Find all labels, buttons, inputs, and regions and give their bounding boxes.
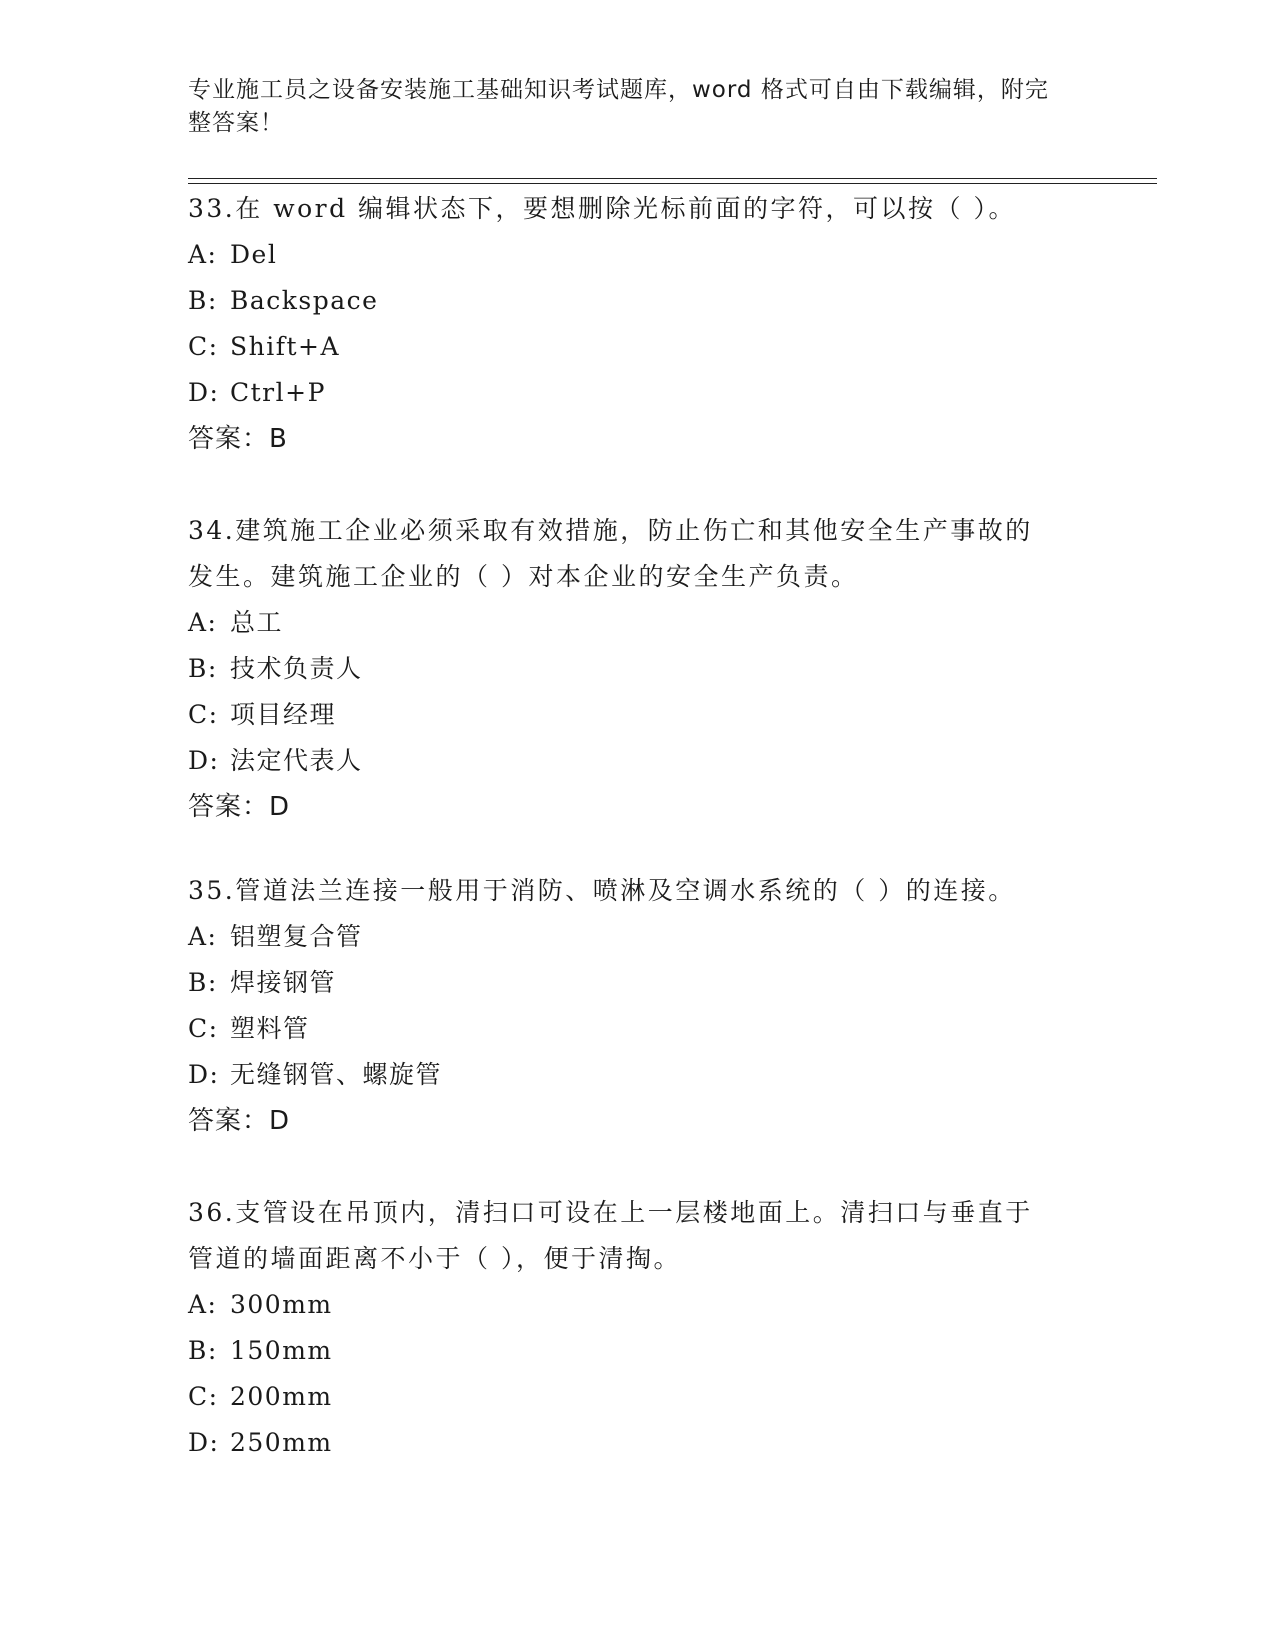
option-d	[188, 738, 1088, 784]
option-label: A:	[188, 1290, 218, 1319]
question-text: 34.建筑施工企业必须采取有效措施，防止伤亡和其他安全生产事故的	[188, 516, 1033, 545]
option-label: A:	[188, 608, 218, 637]
option-a	[188, 600, 1088, 646]
option-label: B:	[188, 1336, 218, 1365]
option-text: Ctrl+P	[230, 378, 326, 407]
option-label: C:	[188, 1014, 219, 1043]
option-b	[188, 278, 1088, 324]
header-line-1: 专业施工员之设备安装施工基础知识考试题库，word 格式可自由下载编辑，附完	[188, 77, 1049, 103]
option-d	[188, 370, 1088, 416]
option-label: C:	[188, 700, 219, 729]
option-label: B:	[188, 654, 218, 683]
option-text: 技术负责人	[230, 654, 363, 683]
option-c	[188, 1374, 1088, 1420]
option-c	[188, 1006, 1088, 1052]
option-text: Backspace	[230, 286, 379, 315]
option-text: 200mm	[230, 1382, 333, 1411]
option-c	[188, 692, 1088, 738]
option-label: A:	[188, 240, 218, 269]
option-label: D:	[188, 378, 220, 407]
option-text: 焊接钢管	[230, 968, 337, 997]
option-text: 总工	[230, 608, 284, 637]
answer: 答案：B	[188, 424, 288, 454]
question-text: 33.在 word 编辑状态下，要想删除光标前面的字符，可以按（ ）。	[188, 194, 1017, 223]
header-divider-bottom	[188, 183, 1157, 184]
option-d	[188, 1420, 1088, 1466]
option-a	[188, 232, 1088, 278]
option-c	[188, 324, 1088, 370]
option-text: 铝塑复合管	[230, 922, 363, 951]
answer: 答案：D	[188, 792, 291, 822]
question-text: 36.支管设在吊顶内，清扫口可设在上一层楼地面上。清扫口与垂直于	[188, 1198, 1033, 1227]
header-divider-top	[188, 178, 1157, 179]
option-a	[188, 1282, 1088, 1328]
question-text: 发生。建筑施工企业的（ ）对本企业的安全生产负责。	[188, 562, 859, 591]
option-label: D:	[188, 746, 220, 775]
option-text: 250mm	[230, 1428, 333, 1457]
option-b	[188, 1328, 1088, 1374]
question-35	[188, 868, 1088, 1144]
document-header	[188, 74, 1068, 140]
option-a	[188, 914, 1088, 960]
option-label: B:	[188, 968, 218, 997]
option-text: 法定代表人	[230, 746, 363, 775]
option-text: 塑料管	[230, 1014, 310, 1043]
question-36	[188, 1190, 1088, 1466]
header-line-2: 整答案！	[188, 110, 284, 136]
answer: 答案：D	[188, 1106, 291, 1136]
option-label: D:	[188, 1428, 220, 1457]
option-b	[188, 646, 1088, 692]
option-label: B:	[188, 286, 218, 315]
option-label: C:	[188, 1382, 219, 1411]
option-text: Del	[230, 240, 278, 269]
option-text: 项目经理	[230, 700, 337, 729]
option-label: A:	[188, 922, 218, 951]
option-d	[188, 1052, 1088, 1098]
question-text: 35.管道法兰连接一般用于消防、喷淋及空调水系统的（ ）的连接。	[188, 876, 1016, 905]
question-33	[188, 186, 1088, 462]
option-b	[188, 960, 1088, 1006]
option-text: 无缝钢管、螺旋管	[230, 1060, 443, 1089]
question-34	[188, 508, 1088, 830]
option-text: 150mm	[230, 1336, 333, 1365]
option-label: C:	[188, 332, 219, 361]
option-label: D:	[188, 1060, 220, 1089]
option-text: Shift+A	[230, 332, 341, 361]
question-text: 管道的墙面距离不小于（ ），便于清掏。	[188, 1244, 681, 1273]
option-text: 300mm	[230, 1290, 333, 1319]
